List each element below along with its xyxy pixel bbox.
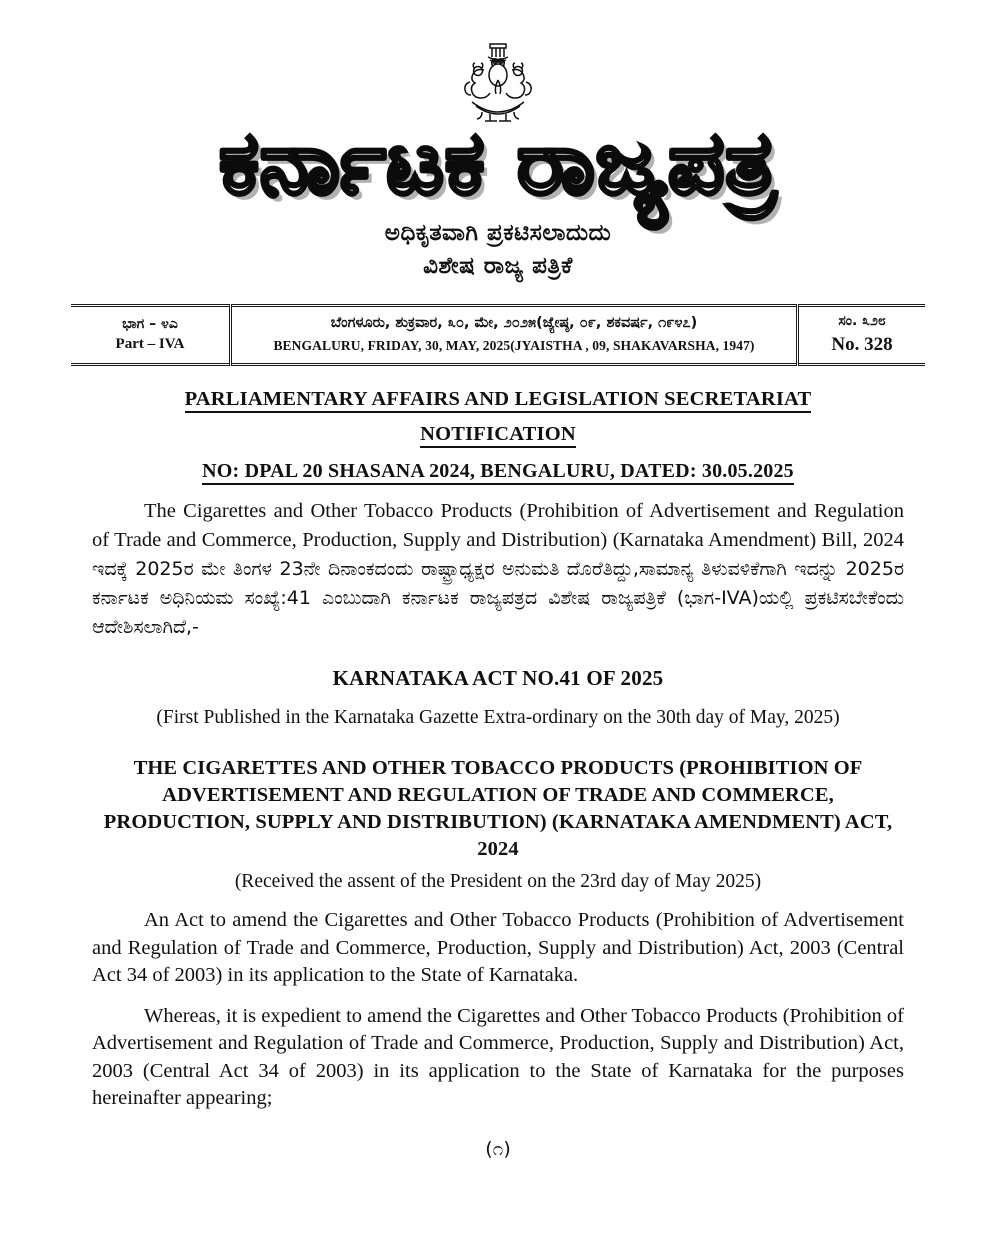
place-date-cell [231, 305, 798, 364]
masthead [0, 0, 996, 282]
presidential-assent-note: (Received the assent of the President on the 23rd day of May 2025) [234, 871, 762, 893]
gazette-masthead-title: ಕರ್ನಾಟಕ ರಾಜ್ಯಪತ್ರ [219, 111, 777, 214]
gazette-header-table [71, 304, 925, 366]
part-label-kannada: ಭಾಗ – ೪ಎ [122, 315, 178, 332]
masthead-subtitle-published-officially: ಅಧಿಕೃತವಾಗಿ ಪ್ರಕಟಿಸಲಾದುದು [384, 219, 612, 246]
issue-number-cell [798, 305, 926, 364]
issue-number-english: No. 328 [831, 334, 893, 356]
table-row [71, 305, 925, 364]
act-number-heading: KARNATAKA ACT NO.41 OF 2025 [332, 666, 664, 691]
document-body [92, 366, 904, 1160]
notification-heading-text: NOTIFICATION [420, 423, 576, 448]
notification-intro-english: The Cigarettes and Other Tobacco Products (Prohibition of Advertisement and Regulation of Trade and Commerce, Production, Supply and Distribution) (Karnataka Amendment) Bill, 2024 [92, 499, 904, 551]
masthead-subtitle-special-gazette: ವಿಶೇಷ ರಾಜ್ಯ ಪತ್ರಿಕೆ [423, 252, 573, 279]
place-date-english: BENGALURU, FRIDAY, 30, MAY, 2025(JYAISTHA , 09, SHAKAVARSHA, 1947) [273, 338, 755, 354]
notification-heading [92, 423, 904, 446]
part-label-english: Part – IVA [115, 336, 185, 353]
notification-intro-kannada: ಇದಕ್ಕೆ 2025ರ ಮೇ ತಿಂಗಳ 23ನೇ ದಿನಾಂಕದಂದು ರಾಷ್ಟ್ರಾಧ್ಯಕ್ಷರ ಅನುಮತಿ ದೊರೆತಿದ್ದು,ಸಾಮಾನ್ಯ ತಿಳುವಳಿಕೆಗಾಗಿ ಇದನ್ನು 2025ರ ಕರ್ನಾಟಕ ಅಧಿನಿಯಮ ಸಂಖ್ಯೆ:41 ಎಂಬುದಾಗಿ ಕರ್ನಾಟಕ ರಾಜ್ಯಪತ್ರದ ವಿಶೇಷ ರಾಜ್ಯಪತ್ರಿಕೆ (ಭಾಗ-IVA)ಯಲ್ಲಿ ಪ್ರಕಟಿಸಬೇಕೆಂದು ಆದೇಶಿಸಲಾಗಿದೆ,- [92, 557, 904, 639]
preamble-paragraph-2: Whereas, it is expedient to amend the Cigarettes and Other Tobacco Products (Prohibition of Advertisement and Regulation of Trade and Commerce, Production, Supply and Distribution) Act, 2003 (Central Act 34 of 2003) in its application to the State of Karnataka for the purposes hereinafter appearing; [92, 1005, 904, 1109]
issue-number-kannada: ಸಂ. ೩೨೮ [838, 312, 886, 329]
page-number: (೧) [485, 1138, 511, 1161]
preamble-paragraph-1: An Act to amend the Cigarettes and Other Tobacco Products (Prohibition of Advertisement and Regulation of Trade and Commerce, Production, Supply and Distribution) Act, 2003 (Central Act 34 of 2003) in its application to the State of Karnataka. [92, 909, 904, 986]
place-date-kannada: ಬೆಂಗಳೂರು, ಶುಕ್ರವಾರ, ೩೦, ಮೇ, ೨೦೨೫(ಜ್ಯೇಷ್ಠ, ೦೯, ಶಕವರ್ಷ, ೧೯೪೭) [330, 315, 698, 332]
notification-intro-paragraph [92, 497, 904, 643]
part-cell [71, 305, 231, 364]
act-title-heading: THE CIGARETTES AND OTHER TOBACCO PRODUCTS (PROHIBITION OF ADVERTISEMENT AND REGULATION OF TRADE AND COMMERCE, PRODUCTION, SUPPLY AND DISTRIBUTION) (KARNATAKA AMENDMENT) ACT, 2024 [103, 757, 893, 861]
notification-number-text: NO: DPAL 20 SHASANA 2024, BENGALURU, DATED: 30.05.2025 [202, 460, 794, 485]
department-heading-text: PARLIAMENTARY AFFAIRS AND LEGISLATION SECRETARIAT [185, 388, 812, 413]
notification-number-heading [92, 460, 904, 483]
first-published-note: (First Published in the Karnataka Gazette Extra-ordinary on the 30th day of May, 2025) [156, 707, 840, 729]
department-heading [92, 388, 904, 411]
